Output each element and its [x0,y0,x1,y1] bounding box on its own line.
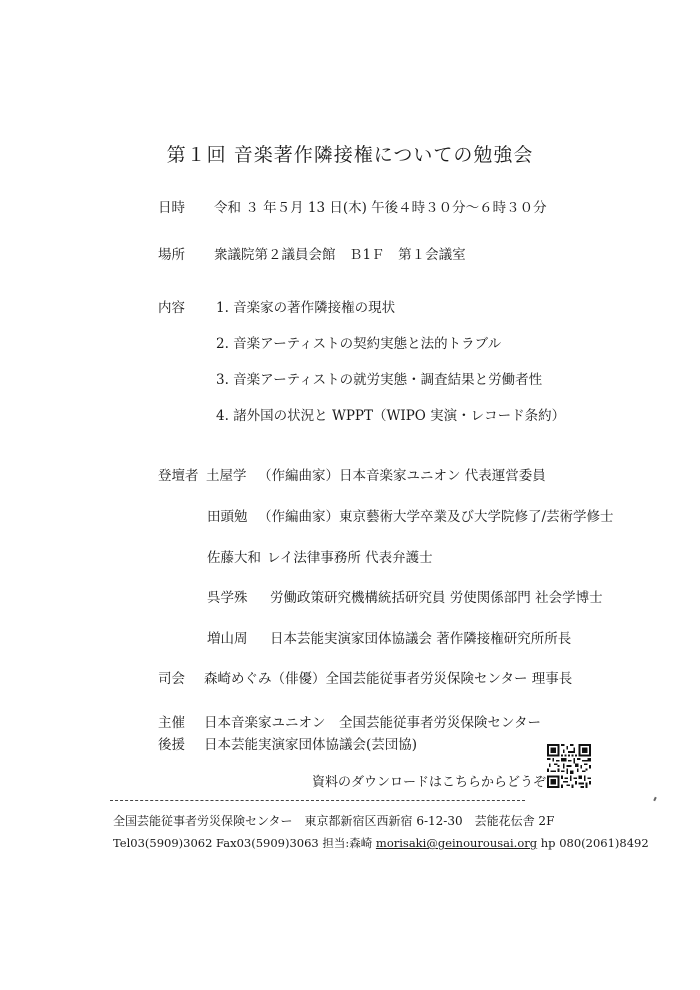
footer-address: 全国芸能従事者労災保険センター 東京都新宿区西新宿 6-12-30 芸能花伝舎 2F [113,814,555,828]
speaker-name-1: 土屋学 [206,468,247,484]
moderator-label: 司会 [158,671,185,687]
dashed-divider [110,800,525,801]
speaker-name-5: 増山周 [207,631,248,647]
speaker-affiliation-4: 労働政策研究機構統括研究員 労使関係部門 社会学博士 [270,590,603,606]
footer-email-link[interactable]: morisaki@geinourousai.org [375,836,538,850]
download-link[interactable] [312,771,563,790]
speaker-name-4: 呉学殊 [207,590,248,606]
download-text: 資料のダウンロードはこちらからどうぞ [312,775,547,790]
footer-tel-fax: Tel03(5909)3062 Fax03(5909)3063 担当:森崎 [113,836,376,850]
speaker-name-2: 田頭勉 [207,509,248,525]
datetime-value: 令和 ３ 年５月 13 日(木) 午後４時３０分～６時３０分 [214,200,547,216]
support-label: 後援 [158,737,185,753]
agenda-item-2: 2. 音楽アーティストの契約実態と法的トラブル [216,336,502,352]
datetime-label: 日時 [158,200,185,216]
document-title: 第１回 音楽著作隣接権についての勉強会 [166,144,534,166]
footer-hp: hp 080(2061)8492 [537,836,649,850]
speakers-label: 登壇者 [158,468,199,484]
scan-speck [653,797,657,801]
speaker-affiliation-3: レイ法律事務所 代表弁護士 [267,550,433,566]
agenda-item-1: 1. 音楽家の著作隣接権の現状 [216,300,396,316]
footer-contact [113,835,649,851]
speaker-affiliation-1: （作編曲家）日本音楽家ユニオン 代表運営委員 [258,468,546,484]
contents-label: 内容 [158,300,185,316]
qr-code-icon[interactable] [547,744,591,788]
agenda-item-4: 4. 諸外国の状況と WPPT（WIPO 実演・レコード条約） [216,408,566,424]
agenda-item-3: 3. 音楽アーティストの就労実態・調査結果と労働者性 [216,372,543,388]
venue-label: 場所 [158,247,185,263]
speaker-affiliation-2: （作編曲家）東京藝術大学卒業及び大学院修了/芸術学修士 [258,509,614,525]
speaker-name-3: 佐藤大和 [207,550,261,566]
speaker-affiliation-5: 日本芸能実演家団体協議会 著作隣接権研究所所長 [270,631,572,647]
organizer-value: 日本音楽家ユニオン 全国芸能従事者労災保険センター [204,715,541,731]
organizer-label: 主催 [158,715,185,731]
support-value: 日本芸能実演家団体協議会(芸団協) [204,737,418,753]
moderator-value: 森崎めぐみ（俳優）全国芸能従事者労災保険センター 理事長 [204,671,573,687]
venue-value: 衆議院第２議員会館 Ｂ1Ｆ 第１会議室 [214,247,466,263]
